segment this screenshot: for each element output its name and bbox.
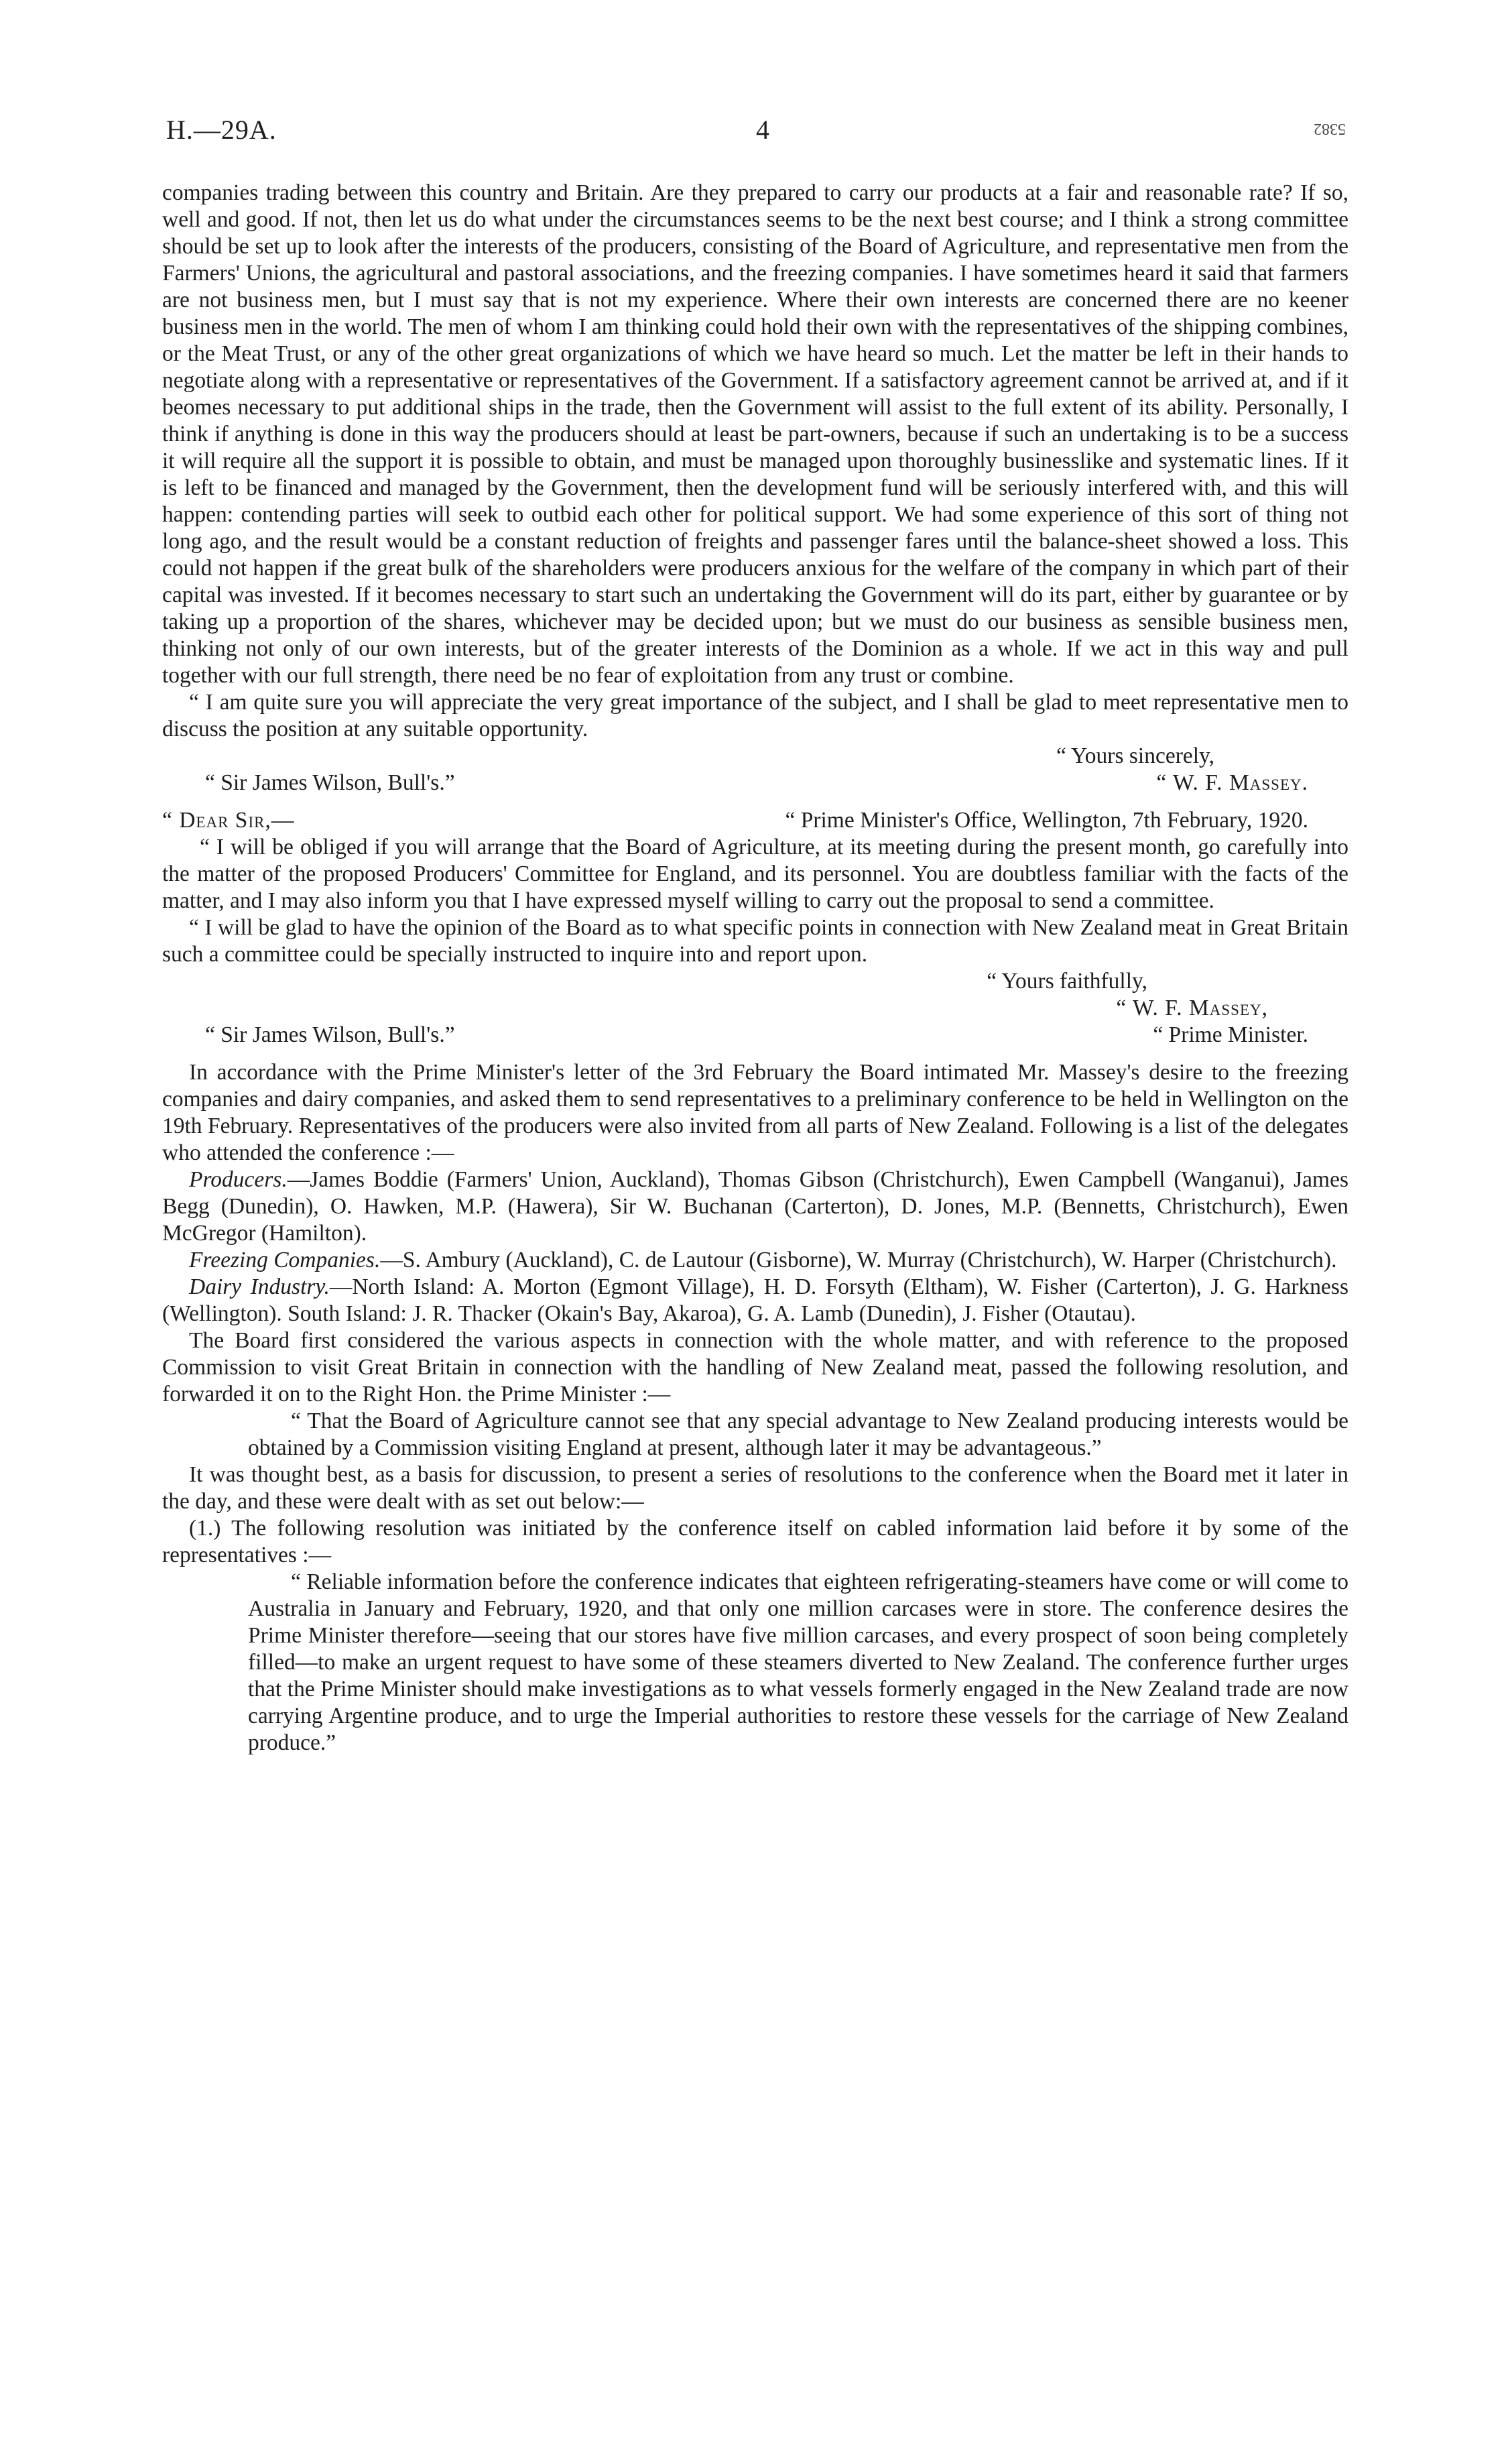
producers-list: —James Boddie (Farmers' Union, Auckland), Thomas Gibson (Christchurch), Ewen Campbell (Wanganui), James Begg (Dunedin), O. Hawken, M.P. (Hawera), Sir W. Buchanan (Carterton), D. Jones, M.P. (Bennetts, Christchurch), Ewen McGregor (Hamilton). [162,1167,1348,1246]
dairy-label: Dairy Industry. [189,1274,330,1299]
letter-closing-sincerely: “ Yours sincerely, [1056,743,1214,768]
freezing-label: Freezing Companies. [189,1248,381,1272]
delegates-freezing [162,1247,1348,1274]
paragraph-conference-intro: In accordance with the Prime Minister's letter of the 3rd February the Board intimated Mr. Massey's desire to the freezing companies and dairy companies, and asked them to send representatives to a preliminary conference to be held in Wellington on the 19th February. Representatives of the producers were also invited from all parts of New Zealand. Following is a list of the delegates who attended the conference :— [162,1060,1348,1165]
quoted-resolution-1: “ That the Board of Agriculture cannot see that any special advantage to New Zealand producing interests would be obtained by a Commission visiting England at present, although later it may be advantageous.” [248,1409,1348,1460]
paragraph-letter-close: “ I am quite sure you will appreciate the very great importance of the subject, and I shall be glad to meet representative men to discuss the position at any suitable opportunity. [162,690,1348,741]
freezing-list: —S. Ambury (Auckland), C. de Lautour (Gisborne), W. Murray (Christchurch), W. Harper (Christchurch). [380,1248,1337,1272]
paragraph-board-resolution: The Board first considered the various aspects in connection with the whole matter, and with reference to the proposed Commission to visit Great Britain in connection with the handling of New Zealand meat, passed the following resolution, and forwarded it on to the Right Hon. the Prime Minister :— [162,1328,1348,1407]
producers-label: Producers. [189,1167,288,1192]
stamp-number: 5382 [1314,120,1346,137]
letter-addressee: “ Sir James Wilson, Bull's.” [205,770,455,795]
page-header [166,114,1346,154]
page-number: 4 [756,115,769,145]
document-body [162,180,1348,1756]
letter-signature: “ W. F. Massey. [1156,770,1308,795]
letter-signatory-title: “ Prime Minister. [1153,1022,1308,1047]
letter-dateline: “ Prime Minister's Office, Wellington, 7th February, 1920. [785,808,1308,833]
letter-closing-faithfully: “ Yours faithfully, [987,969,1147,994]
letter-sign-row [162,770,1348,796]
quoted-resolution-2: “ Reliable information before the conference indicates that eighteen refrigerating-steamers have come or will come to Australia in January and February, 1920, and that only one million carcases were in store. The conference desires the Prime Minister therefore—seeing that our stores have five million carcases, and every prospect of soon being completely filled—to make an urgent request to have some of these steamers diverted to New Zealand. The conference further urges that the Prime Minister should make investigations as to what vessels formerly engaged in the New Zealand trade are now carrying Argentine produce, and to urge the Imperial authorities to restore these vessels for the carriage of New Zealand produce.” [248,1569,1348,1755]
delegates-producers [162,1167,1348,1247]
parliamentary-paper-ref: H.—29A. [166,115,277,145]
letter-signature-2: “ W. F. Massey, [1116,996,1268,1020]
second-letter-sign-row [162,1022,1348,1049]
paragraph-second-letter-1: “ I will be obliged if you will arrange that the Board of Agriculture, at its meeting during the present month, go carefully into the matter of the proposed Producers' Committee for England, and its personnel. You are doubtless familiar with the facts of the matter, and I may also inform you that I have expressed myself willing to carry out the proposal to send a committee. [162,835,1348,913]
letter-salutation: “ Dear Sir,— [162,808,295,833]
delegates-dairy [162,1274,1348,1327]
paragraph-letter-continuation: companies trading between this country and Britain. Are they prepared to carry our products at a fair and reasonable rate? If so, well and good. If not, then let us do what under the circumstances seems to be the next best course; and I think a strong committee should be set up to look after the interests of the producers, consisting of the Board of Agriculture, and representative men from the Farmers' Unions, the agricultural and pastoral associations, and the freezing companies. I have sometimes heard it said that farmers are not business men, but I must say that is not my experience. Where their own interests are concerned there are no keener business men in the world. The men of whom I am thinking could hold their own with the representatives of the shipping combines, or the Meat Trust, or any of the other great organizations of which we have heard so much. Let the matter be left in their hands to negotiate along with a representative or representatives of the Government. If a satisfactory agreement cannot be arrived at, and if it beomes necessary to put additional ships in the trade, then the Government will assist to the full extent of its ability. Personally, I think if anything is done in this way the producers should at least be part-owners, because if such an undertaking is to be a success it will require all the support it is possible to obtain, and must be managed upon thoroughly businesslike and systematic lines. If it is left to be financed and managed by the Government, then the development fund will be seriously interfered with, and this will happen: contending parties will seek to outbid each other for political support. We had some experience of this sort of thing not long ago, and the result would be a constant reduction of freights and passenger fares until the balance-sheet showed a loss. This could not happen if the great bulk of the shareholders were producers anxious for the welfare of the company in which part of their capital was invested. If it becomes necessary to start such an undertaking the Government will do its part, either by guarantee or by taking up a proportion of the shares, whichever may be decided upon; but we must do our business as sensible business men, thinking not only of our own interests, but of the greater interests of the Dominion as a whole. If we act in this way and pull together with our full strength, there need be no fear of exploitation from any trust or combine. [162,180,1348,688]
paragraph-resolution-1: (1.) The following resolution was initiated by the conference itself on cabled information laid before it by some of the representatives :— [162,1516,1348,1567]
paragraph-basis-for-discussion: It was thought best, as a basis for discussion, to present a series of resolutions to the conference when the Board met it later in the day, and these were dealt with as set out below:— [162,1462,1348,1514]
dairy-list: —North Island: A. Morton (Egmont Village), H. D. Forsyth (Eltham), W. Fisher (Carterton), J. G. Harkness (Wellington). South Island: J. R. Thacker (Okain's Bay, Akaroa), G. A. Lamb (Dunedin), J. Fisher (Otautau). [162,1274,1348,1326]
paragraph-second-letter-2: “ I will be glad to have the opinion of the Board as to what specific points in connection with New Zealand meat in Great Britain such a committee could be specially instructed to inquire into and report upon. [162,915,1348,967]
second-letter-heading [162,807,1348,834]
letter-addressee-2: “ Sir James Wilson, Bull's.” [205,1022,455,1047]
